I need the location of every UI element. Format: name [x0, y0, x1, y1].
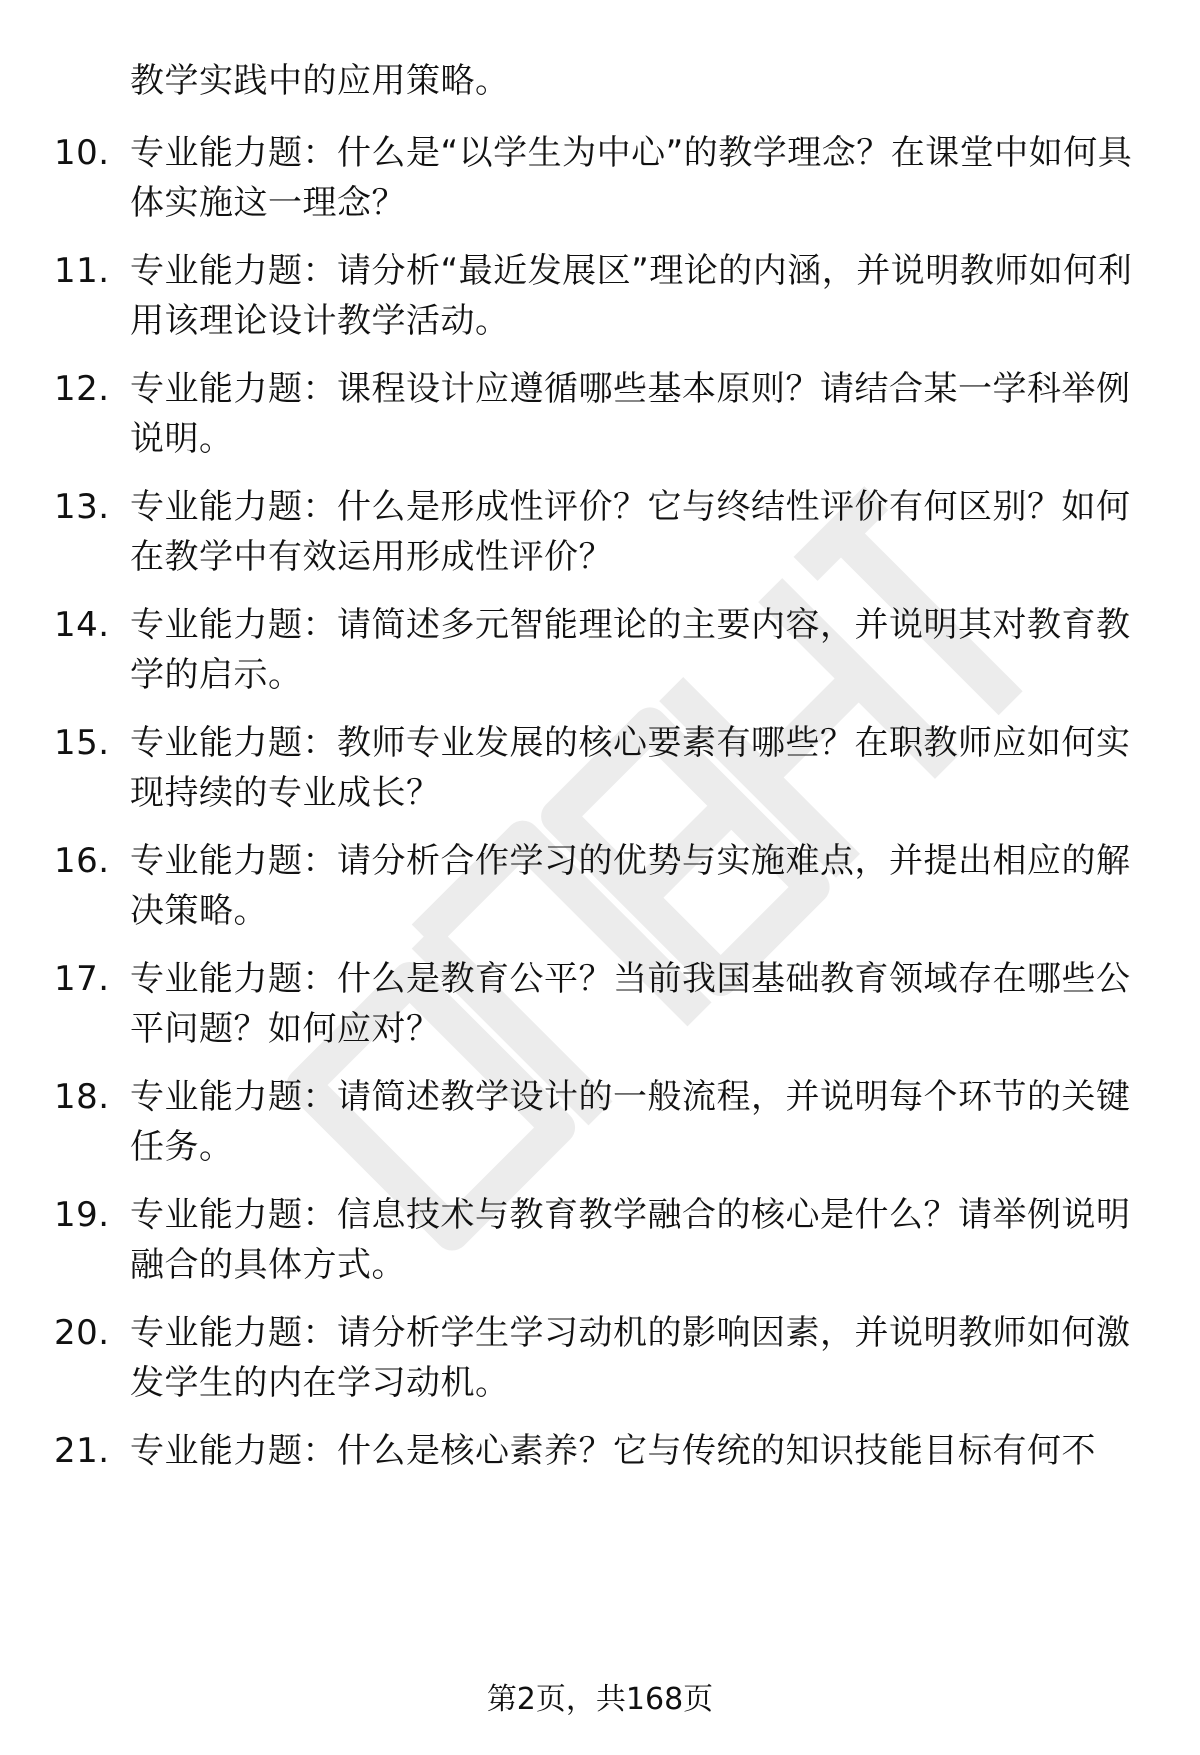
question-text: 专业能力题：什么是“以学生为中心”的教学理念？在课堂中如何具体实施这一理念？: [130, 133, 1133, 223]
question-number: 10.: [54, 133, 110, 173]
question-text: 专业能力题：请简述教学设计的一般流程，并说明每个环节的关键任务。: [130, 1077, 1131, 1167]
question-text: 专业能力题：什么是核心素养？它与传统的知识技能目标有何不: [130, 1431, 1096, 1471]
question-number: 12.: [54, 369, 110, 409]
question-text: 专业能力题：请分析合作学习的优势与实施难点，并提出相应的解决策略。: [130, 841, 1131, 931]
question-text: 专业能力题：请分析“最近发展区”理论的内涵，并说明教师如何利用该理论设计教学活动。: [130, 251, 1133, 341]
question-number: 20.: [54, 1313, 110, 1353]
question-number: 19.: [54, 1195, 110, 1235]
question-number: 16.: [54, 841, 110, 881]
question-number: 18.: [54, 1077, 110, 1117]
page-number-footer: 第2页，共168页: [486, 1682, 714, 1717]
question-text: 专业能力题：请分析学生学习动机的影响因素，并说明教师如何激发学生的内在学习动机。: [130, 1313, 1131, 1403]
question-number: 11.: [54, 251, 110, 291]
question-number: 21.: [54, 1431, 110, 1471]
question-text: 专业能力题：什么是形成性评价？它与终结性评价有何区别？如何在教学中有效运用形成性评价？: [130, 487, 1131, 577]
continuation-text: 教学实践中的应用策略。: [130, 61, 510, 101]
question-number: 13.: [54, 487, 110, 527]
question-text: 专业能力题：课程设计应遵循哪些基本原则？请结合某一学科举例说明。: [130, 369, 1131, 459]
question-number: 17.: [54, 959, 110, 999]
question-text: 专业能力题：什么是教育公平？当前我国基础教育领域存在哪些公平问题？如何应对？: [130, 959, 1131, 1049]
question-number: 15.: [54, 723, 110, 763]
question-text: 专业能力题：请简述多元智能理论的主要内容，并说明其对教育教学的启示。: [130, 605, 1131, 695]
question-text: 专业能力题：信息技术与教育教学融合的核心是什么？请举例说明融合的具体方式。: [130, 1195, 1131, 1285]
question-text: 专业能力题：教师专业发展的核心要素有哪些？在职教师应如何实现持续的专业成长？: [130, 723, 1131, 813]
question-number: 14.: [54, 605, 110, 645]
